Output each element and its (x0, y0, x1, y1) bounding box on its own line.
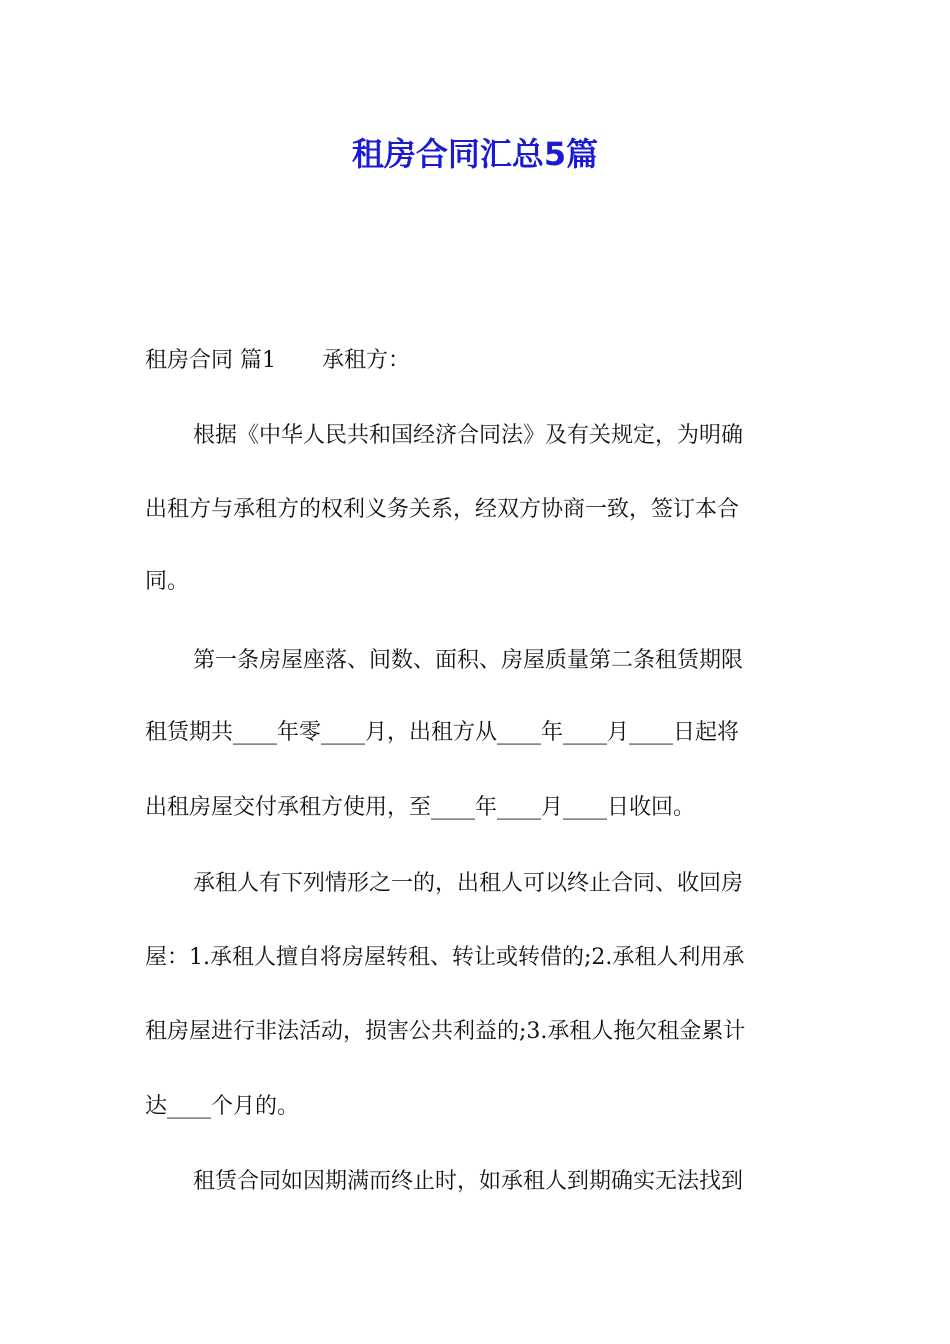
document-title: 租房合同汇总5篇 (351, 135, 599, 173)
lessee-label: 承租方： (322, 348, 411, 373)
paragraph-line: 租房屋进行非法活动，损害公共利益的;3.承租人拖欠租金累计 (145, 1019, 746, 1044)
paragraph-line: 租赁期共____年零____月，出租方从____年____月____日起将 (145, 720, 740, 745)
paragraph-line: 根据《中华人民共和国经济合同法》及有关规定，为明确 (193, 423, 744, 448)
paragraph-line: 租赁合同如因期满而终止时，如承租人到期确实无法找到 (193, 1169, 744, 1194)
paragraph-line: 屋：1.承租人擅自将房屋转租、转让或转借的;2.承租人利用承 (145, 945, 745, 970)
paragraph-line: 同。 (145, 569, 190, 594)
paragraph-line: 达____个月的。 (145, 1094, 300, 1119)
paragraph-line: 承租人有下列情形之一的，出租人可以终止合同、收回房 (193, 871, 744, 896)
paragraph-line: 出租房屋交付承租方使用，至____年____月____日收回。 (145, 795, 696, 820)
section-heading (145, 346, 810, 376)
section-heading-label: 租房合同 篇1 (145, 348, 276, 373)
paragraph-line: 出租方与承租方的权利义务关系，经双方协商一致，签订本合 (145, 497, 740, 522)
paragraph-line: 第一条房屋座落、间数、面积、房屋质量第二条租赁期限 (193, 648, 744, 673)
